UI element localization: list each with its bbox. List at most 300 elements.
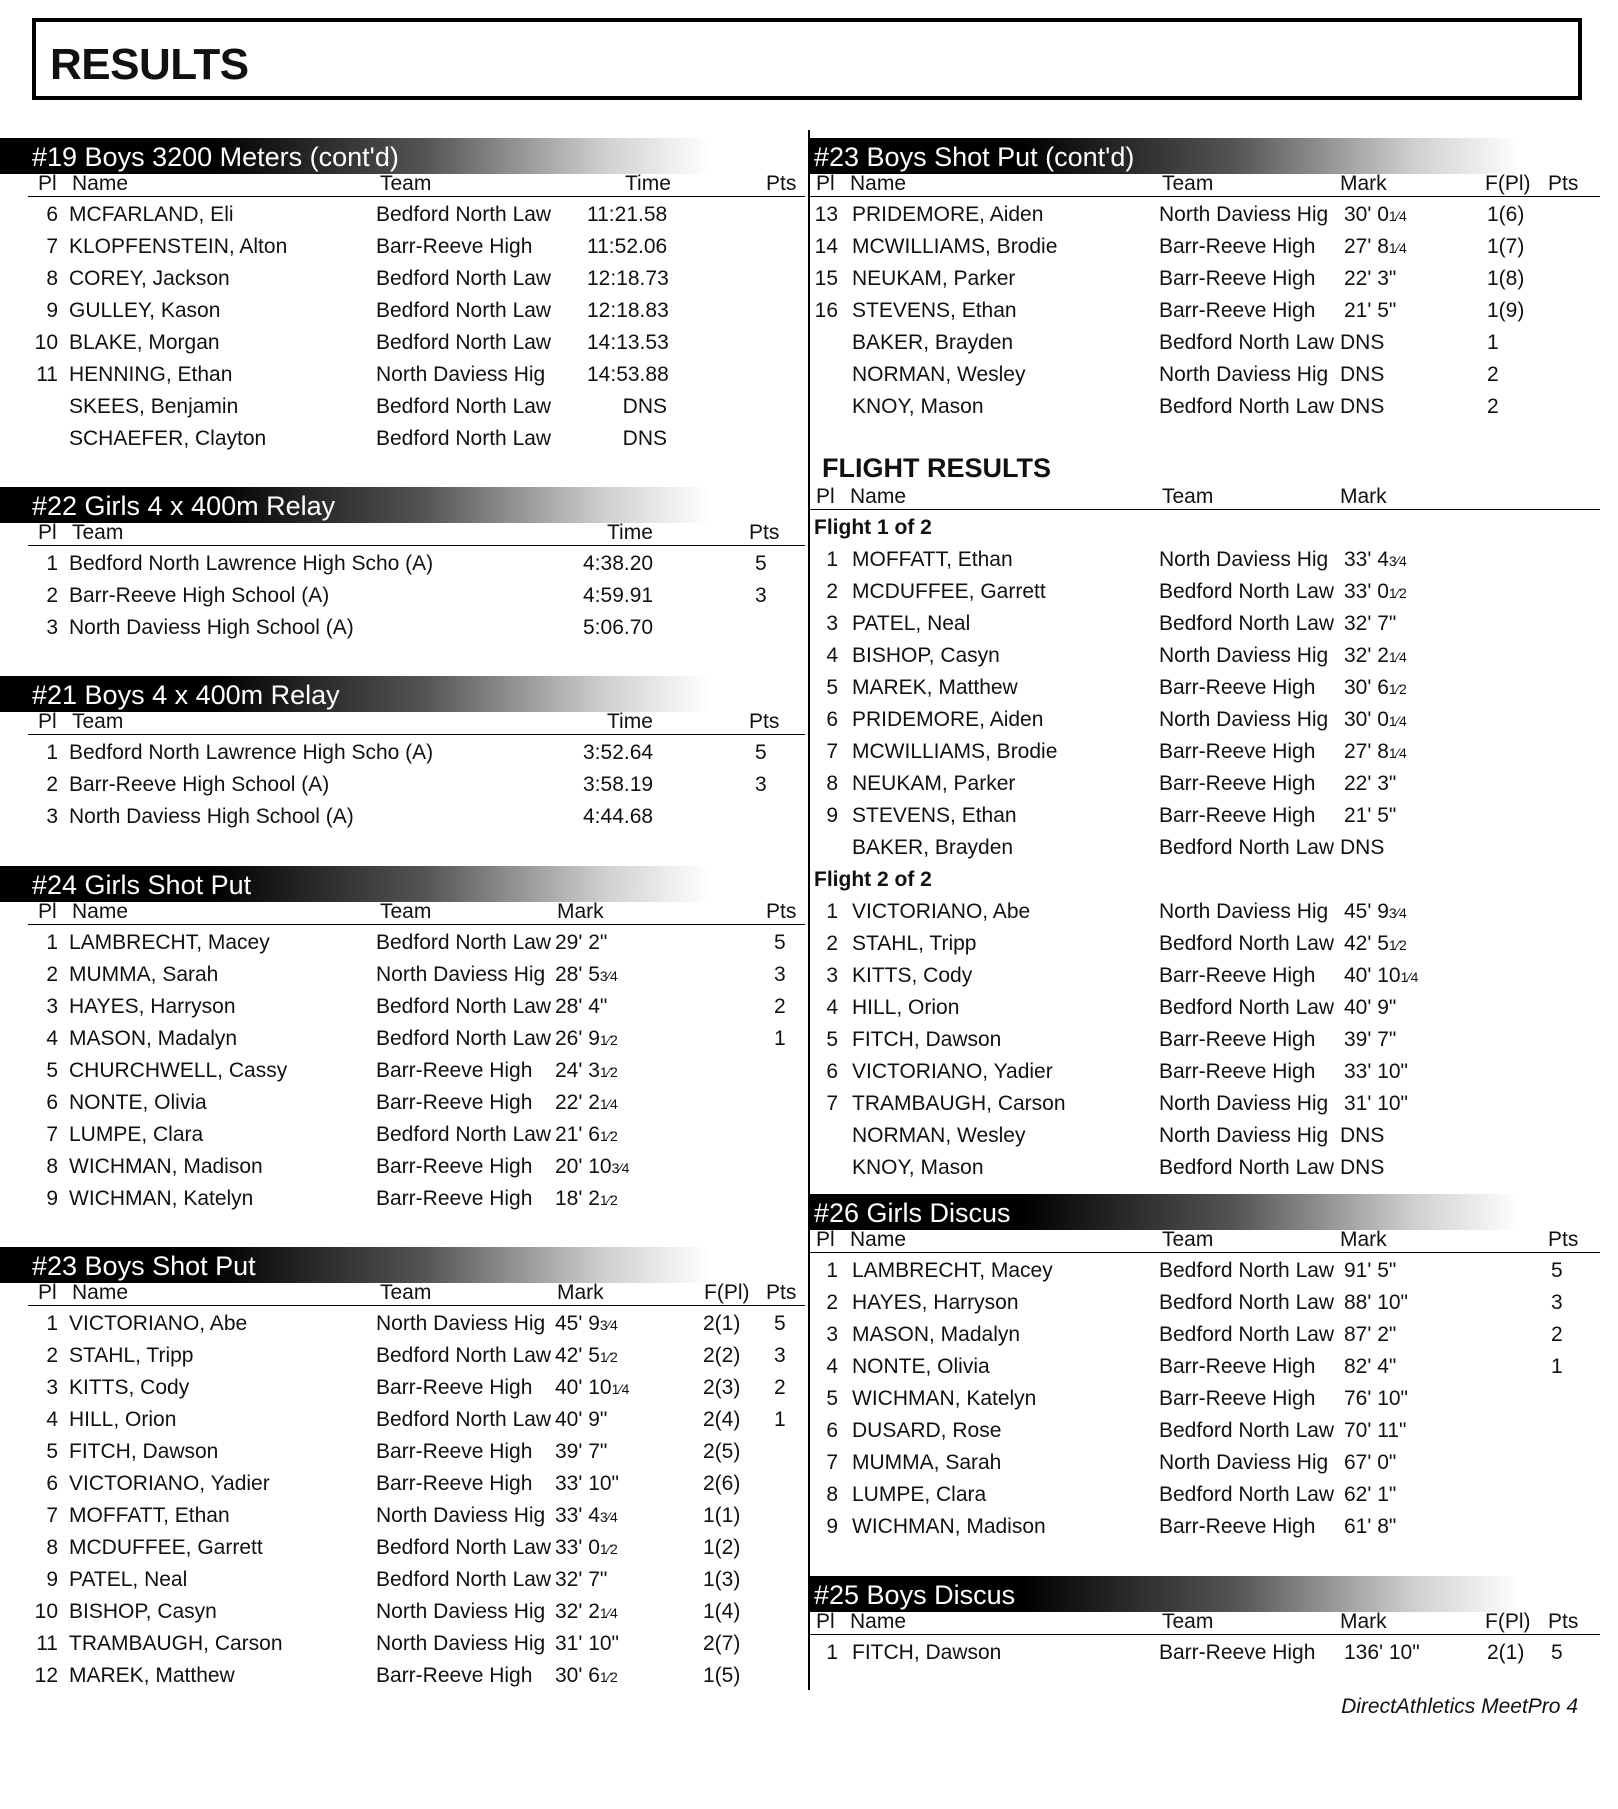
column-header-row [810, 1612, 1600, 1635]
team-name: North Daviess Hig [1159, 1124, 1329, 1147]
place: 8 [46, 1155, 58, 1178]
athlete-result-row [810, 389, 1600, 421]
result-mark: 26' 91⁄2 [555, 1027, 618, 1050]
flight-label-text: Flight 2 of 2 [814, 868, 932, 891]
athlete-name: SKEES, Benjamin [69, 395, 239, 418]
place: 5 [46, 1059, 58, 1082]
team-name: North Daviess Hig [376, 363, 546, 386]
place: 3 [46, 805, 58, 828]
flight-place: 1(5) [703, 1664, 741, 1687]
result-time: DNS [622, 427, 667, 450]
relay-result-row [28, 767, 805, 799]
athlete-result-row [810, 1349, 1600, 1381]
column-header-row [28, 902, 805, 925]
place: 10 [34, 1600, 58, 1623]
result-mark: DNS [1340, 395, 1385, 418]
place: 9 [826, 804, 838, 827]
flight-result-row [810, 894, 1600, 926]
athlete-name: TRAMBAUGH, Carson [852, 1092, 1066, 1115]
event-section [0, 487, 805, 642]
team-name: Barr-Reeve High [376, 1059, 533, 1082]
result-mark: 33' 43⁄4 [1344, 548, 1407, 571]
team-name: North Daviess Hig [376, 1632, 546, 1655]
event-title-band [0, 138, 710, 174]
team-name: Bedford North Law [376, 1568, 552, 1591]
team-name: Barr-Reeve High [1159, 1515, 1316, 1538]
points: 2 [774, 1376, 786, 1399]
team-name: Bedford North Law [376, 1123, 552, 1146]
athlete-name: VICTORIANO, Abe [69, 1312, 248, 1335]
team-name: North Daviess Hig [1159, 1092, 1329, 1115]
place: 11 [36, 363, 58, 386]
athlete-name: WICHMAN, Madison [852, 1515, 1046, 1538]
result-mark: 27' 81⁄4 [1344, 235, 1407, 258]
place: 4 [46, 1408, 58, 1431]
athlete-name: VICTORIANO, Yadier [852, 1060, 1053, 1083]
athlete-result-row [28, 1117, 805, 1149]
place: 7 [826, 1451, 838, 1474]
athlete-result-row [28, 1021, 805, 1053]
mark-fraction: 1⁄2 [599, 1032, 618, 1048]
place: 2 [46, 584, 58, 607]
athlete-result-row [28, 197, 805, 229]
column-header: Mark [557, 900, 604, 923]
team-name: North Daviess Hig [376, 1600, 546, 1623]
place: 2 [826, 932, 838, 955]
team-name: North Daviess Hig [1159, 708, 1329, 731]
athlete-name: NEUKAM, Parker [852, 772, 1016, 795]
team-name: Barr-Reeve High [1159, 1641, 1316, 1664]
place: 8 [826, 772, 838, 795]
flight-place: 2(5) [703, 1440, 741, 1463]
team-name: Bedford North Law [1159, 1259, 1335, 1282]
result-mark: 32' 7" [1344, 612, 1397, 635]
relay-team: North Daviess High School (A) [69, 805, 354, 828]
event-title: #24 Girls Shot Put [32, 870, 252, 900]
place: 1 [826, 900, 838, 923]
team-name: Bedford North Law [376, 331, 552, 354]
result-mark: 88' 10" [1344, 1291, 1409, 1314]
result-mark: 61' 8" [1344, 1515, 1397, 1538]
team-name: North Daviess Hig [376, 963, 546, 986]
column-header: Team [72, 710, 124, 733]
result-mark: 33' 10" [555, 1472, 620, 1495]
event-title: #25 Boys Discus [814, 1580, 1016, 1610]
athlete-result-row [810, 1381, 1600, 1413]
result-mark: 32' 7" [555, 1568, 608, 1591]
athlete-name: KITTS, Cody [69, 1376, 190, 1399]
athlete-name: BAKER, Brayden [852, 836, 1014, 859]
athlete-result-row [28, 1530, 805, 1562]
place: 6 [826, 708, 838, 731]
result-mark: 22' 3" [1344, 772, 1397, 795]
team-name: Bedford North Law [1159, 331, 1335, 354]
column-header: Pts [749, 521, 780, 544]
result-mark: 32' 21⁄4 [1344, 644, 1407, 667]
flight-place: 1(9) [1487, 299, 1525, 322]
result-time: 4:38.20 [583, 552, 654, 575]
athlete-name: TRAMBAUGH, Carson [69, 1632, 283, 1655]
result-mark: 82' 4" [1344, 1355, 1397, 1378]
place: 1 [46, 741, 58, 764]
team-name: Barr-Reeve High [1159, 1355, 1316, 1378]
team-name: Bedford North Law [376, 203, 552, 226]
page-title: RESULTS [50, 40, 249, 89]
athlete-name: MCDUFFEE, Garrett [69, 1536, 263, 1559]
mark-fraction: 1⁄4 [1388, 208, 1407, 224]
athlete-result-row [810, 197, 1600, 229]
result-mark: 18' 21⁄2 [555, 1187, 618, 1210]
flight-result-row [810, 670, 1600, 702]
event-section [810, 1194, 1600, 1541]
mark-fraction: 1⁄4 [1388, 649, 1407, 665]
result-mark: 28' 53⁄4 [555, 963, 618, 986]
points: 3 [1551, 1291, 1563, 1314]
points: 3 [755, 584, 767, 607]
column-header: Pl [38, 521, 57, 544]
event-title: #21 Boys 4 x 400m Relay [32, 680, 340, 710]
team-name: North Daviess Hig [1159, 1451, 1329, 1474]
place: 7 [826, 740, 838, 763]
team-name: Barr-Reeve High [376, 1091, 533, 1114]
relay-result-row [28, 578, 805, 610]
athlete-name: KNOY, Mason [852, 395, 984, 418]
flight-place: 1(4) [703, 1600, 741, 1623]
athlete-name: VICTORIANO, Abe [852, 900, 1031, 923]
flight-place: 2(7) [703, 1632, 741, 1655]
flight-place: 2 [1487, 363, 1499, 386]
place: 12 [34, 1664, 58, 1687]
relay-team: Bedford North Lawrence High Scho (A) [69, 552, 434, 575]
athlete-result-row [810, 1509, 1600, 1541]
athlete-name: MASON, Madalyn [852, 1323, 1021, 1346]
place: 1 [826, 1641, 838, 1664]
result-mark: 40' 9" [1344, 996, 1397, 1019]
team-name: Bedford North Law [1159, 1291, 1335, 1314]
athlete-name: WICHMAN, Katelyn [852, 1387, 1037, 1410]
athlete-name: BISHOP, Casyn [69, 1600, 217, 1623]
event-title-band [0, 676, 710, 712]
column-header: Name [72, 1281, 129, 1304]
athlete-result-row [28, 1402, 805, 1434]
athlete-result-row [28, 1434, 805, 1466]
place: 8 [46, 267, 58, 290]
athlete-result-row [810, 229, 1600, 261]
result-mark: 22' 3" [1344, 267, 1397, 290]
column-header: Team [1162, 172, 1214, 195]
team-name: Bedford North Law [1159, 395, 1335, 418]
result-mark: 40' 9" [555, 1408, 608, 1431]
result-mark: DNS [1340, 1124, 1385, 1147]
athlete-name: HILL, Orion [69, 1408, 177, 1431]
team-name: Barr-Reeve High [376, 1472, 533, 1495]
place: 4 [826, 644, 838, 667]
column-header: Pts [749, 710, 780, 733]
flight-result-row [810, 990, 1600, 1022]
event-title: #23 Boys Shot Put [32, 1251, 256, 1281]
event-title-band [0, 866, 710, 902]
athlete-name: MOFFATT, Ethan [69, 1504, 230, 1527]
athlete-result-row [810, 1635, 1600, 1667]
relay-result-row [28, 799, 805, 831]
team-name: Barr-Reeve High [376, 1187, 533, 1210]
athlete-name: FITCH, Dawson [852, 1028, 1002, 1051]
team-name: Bedford North Law [376, 299, 552, 322]
points: 1 [1551, 1355, 1563, 1378]
result-mark: 87' 2" [1344, 1323, 1397, 1346]
athlete-result-row [28, 293, 805, 325]
event-section [0, 138, 805, 453]
athlete-result-row [810, 1413, 1600, 1445]
team-name: Bedford North Law [376, 427, 552, 450]
result-mark: 30' 61⁄2 [555, 1664, 618, 1687]
result-mark: 31' 10" [1344, 1092, 1409, 1115]
column-header: Pl [38, 172, 57, 195]
column-header: Pts [766, 1281, 797, 1304]
flight-result-row [810, 1054, 1600, 1086]
athlete-name: BISHOP, Casyn [852, 644, 1000, 667]
flight-place: 1(3) [703, 1568, 741, 1591]
column-header-row [28, 712, 805, 735]
flight-place: 1(8) [1487, 267, 1525, 290]
athlete-result-row [810, 1445, 1600, 1477]
mark-fraction: 1⁄2 [1388, 937, 1407, 953]
place: 1 [46, 552, 58, 575]
relay-result-row [28, 610, 805, 642]
result-time: 4:44.68 [583, 805, 654, 828]
result-mark: 22' 21⁄4 [555, 1091, 618, 1114]
athlete-result-row [28, 389, 805, 421]
place: 7 [46, 235, 58, 258]
athlete-name: STEVENS, Ethan [852, 299, 1017, 322]
result-mark: 30' 01⁄4 [1344, 708, 1407, 731]
team-name: Bedford North Law [376, 931, 552, 954]
result-mark: 42' 51⁄2 [1344, 932, 1407, 955]
athlete-result-row [810, 261, 1600, 293]
team-name: Bedford North Law [1159, 1156, 1335, 1179]
athlete-result-row [28, 1181, 805, 1213]
points: 2 [774, 995, 786, 1018]
flight-label [810, 510, 1600, 542]
athlete-result-row [28, 229, 805, 261]
place: 4 [46, 1027, 58, 1050]
athlete-name: HAYES, Harryson [69, 995, 236, 1018]
result-mark: 21' 61⁄2 [555, 1123, 618, 1146]
column-header: Pl [816, 1610, 835, 1633]
team-name: Bedford North Law [1159, 1483, 1335, 1506]
flight-place: 1(7) [1487, 235, 1525, 258]
result-mark: 33' 10" [1344, 1060, 1409, 1083]
team-name: Barr-Reeve High [1159, 676, 1316, 699]
result-mark: 32' 21⁄4 [555, 1600, 618, 1623]
points: 5 [1551, 1641, 1563, 1664]
column-header: Pts [1548, 1228, 1579, 1251]
team-name: Bedford North Law [376, 1536, 552, 1559]
result-mark: 76' 10" [1344, 1387, 1409, 1410]
athlete-name: NORMAN, Wesley [852, 363, 1026, 386]
flight-result-row [810, 734, 1600, 766]
athlete-name: MCFARLAND, Eli [69, 203, 234, 226]
place: 7 [46, 1504, 58, 1527]
place: 4 [826, 1355, 838, 1378]
team-name: Bedford North Law [376, 1408, 552, 1431]
athlete-name: NEUKAM, Parker [852, 267, 1016, 290]
team-name: Barr-Reeve High [1159, 1060, 1316, 1083]
athlete-name: NORMAN, Wesley [852, 1124, 1026, 1147]
place: 5 [46, 1440, 58, 1463]
result-mark: 40' 101⁄4 [555, 1376, 630, 1399]
athlete-name: KLOPFENSTEIN, Alton [69, 235, 288, 258]
team-name: Bedford North Law [376, 1344, 552, 1367]
mark-fraction: 1⁄4 [1388, 745, 1407, 761]
mark-fraction: 1⁄2 [1388, 681, 1407, 697]
place: 7 [826, 1092, 838, 1115]
place: 13 [814, 203, 838, 226]
flight-result-row [810, 1150, 1600, 1182]
mark-fraction: 1⁄2 [599, 1541, 618, 1557]
column-header: Mark [1340, 172, 1387, 195]
result-mark: 31' 10" [555, 1632, 620, 1655]
flight-result-row [810, 574, 1600, 606]
result-mark: 67' 0" [1344, 1451, 1397, 1474]
place: 9 [46, 299, 58, 322]
athlete-name: LUMPE, Clara [852, 1483, 987, 1506]
flight-label [810, 862, 1600, 894]
column-header: Name [850, 172, 907, 195]
place: 1 [46, 931, 58, 954]
athlete-result-row [28, 957, 805, 989]
team-name: Bedford North Law [1159, 836, 1335, 859]
flight-place: 2(1) [1487, 1641, 1525, 1664]
result-mark: 91' 5" [1344, 1259, 1397, 1282]
result-mark: 29' 2" [555, 931, 608, 954]
place: 5 [826, 1028, 838, 1051]
column-header: Pts [766, 900, 797, 923]
result-mark: 62' 1" [1344, 1483, 1397, 1506]
place: 2 [46, 1344, 58, 1367]
team-name: North Daviess Hig [376, 1504, 546, 1527]
athlete-name: MCWILLIAMS, Brodie [852, 740, 1058, 763]
athlete-result-row [28, 989, 805, 1021]
place: 16 [814, 299, 838, 322]
event-title-band [810, 138, 1520, 174]
column-header: Team [380, 900, 432, 923]
result-time: DNS [622, 395, 667, 418]
place: 2 [826, 580, 838, 603]
athlete-result-row [810, 1317, 1600, 1349]
team-name: Bedford North Law [1159, 1419, 1335, 1442]
flight-place: 1(1) [703, 1504, 741, 1527]
relay-result-row [28, 546, 805, 578]
team-name: Barr-Reeve High [1159, 267, 1316, 290]
result-time: 3:52.64 [583, 741, 654, 764]
athlete-name: MAREK, Matthew [852, 676, 1018, 699]
column-header: Pl [38, 1281, 57, 1304]
result-mark: 21' 5" [1344, 299, 1397, 322]
team-name: Bedford North Law [1159, 1323, 1335, 1346]
relay-team: Bedford North Lawrence High Scho (A) [69, 741, 434, 764]
place: 1 [826, 1259, 838, 1282]
place: 2 [46, 963, 58, 986]
place: 10 [34, 331, 58, 354]
result-time: 3:58.19 [583, 773, 654, 796]
flight-place: 1(6) [1487, 203, 1525, 226]
points: 5 [774, 931, 786, 954]
athlete-result-row [28, 1306, 805, 1338]
team-name: North Daviess Hig [376, 1312, 546, 1335]
points: 5 [755, 741, 767, 764]
column-header: Team [1162, 1228, 1214, 1251]
athlete-result-row [810, 325, 1600, 357]
team-name: Barr-Reeve High [1159, 772, 1316, 795]
column-header: Mark [1340, 485, 1387, 508]
place: 5 [826, 1387, 838, 1410]
athlete-name: HILL, Orion [852, 996, 960, 1019]
column-header-row [28, 523, 805, 546]
athlete-result-row [28, 1498, 805, 1530]
place: 15 [814, 267, 838, 290]
result-mark: 30' 61⁄2 [1344, 676, 1407, 699]
event-title: #26 Girls Discus [814, 1198, 1011, 1228]
athlete-name: PATEL, Neal [69, 1568, 188, 1591]
points: 5 [755, 552, 767, 575]
mark-fraction: 1⁄4 [599, 1096, 618, 1112]
flight-result-row [810, 1118, 1600, 1150]
flight-result-row [810, 798, 1600, 830]
mark-fraction: 1⁄4 [1400, 969, 1419, 985]
mark-fraction: 3⁄4 [1388, 905, 1407, 921]
team-name: Barr-Reeve High [1159, 964, 1316, 987]
place: 11 [36, 1632, 58, 1655]
team-name: Bedford North Law [1159, 580, 1335, 603]
athlete-name: LUMPE, Clara [69, 1123, 204, 1146]
flight-result-row [810, 766, 1600, 798]
athlete-name: KITTS, Cody [852, 964, 973, 987]
flight-result-row [810, 1086, 1600, 1118]
column-header: Time [607, 521, 653, 544]
place: 3 [46, 995, 58, 1018]
athlete-result-row [28, 1338, 805, 1370]
column-header: Name [72, 172, 129, 195]
athlete-result-row [810, 357, 1600, 389]
athlete-name: HAYES, Harryson [852, 1291, 1019, 1314]
flight-result-row [810, 702, 1600, 734]
athlete-name: MCWILLIAMS, Brodie [852, 235, 1058, 258]
column-header: Team [1162, 1610, 1214, 1633]
team-name: Barr-Reeve High [376, 1440, 533, 1463]
column-header: Team [380, 172, 432, 195]
place: 6 [826, 1060, 838, 1083]
result-mark: 21' 5" [1344, 804, 1397, 827]
flight-results-section [810, 447, 1600, 1182]
column-header-row [28, 174, 805, 197]
athlete-result-row [28, 1149, 805, 1181]
mark-fraction: 1⁄2 [599, 1064, 618, 1080]
result-mark: 45' 93⁄4 [1344, 900, 1407, 923]
column-header: Pts [1548, 1610, 1579, 1633]
athlete-name: LAMBRECHT, Macey [69, 931, 270, 954]
athlete-result-row [28, 1658, 805, 1690]
result-time: 11:52.06 [587, 235, 668, 258]
team-name: Barr-Reeve High [376, 1664, 533, 1687]
athlete-name: FITCH, Dawson [69, 1440, 219, 1463]
athlete-name: STEVENS, Ethan [852, 804, 1017, 827]
event-title-band [0, 1247, 710, 1283]
flight-result-row [810, 606, 1600, 638]
team-name: North Daviess Hig [1159, 900, 1329, 923]
place: 6 [46, 1472, 58, 1495]
result-time: 5:06.70 [583, 616, 654, 639]
